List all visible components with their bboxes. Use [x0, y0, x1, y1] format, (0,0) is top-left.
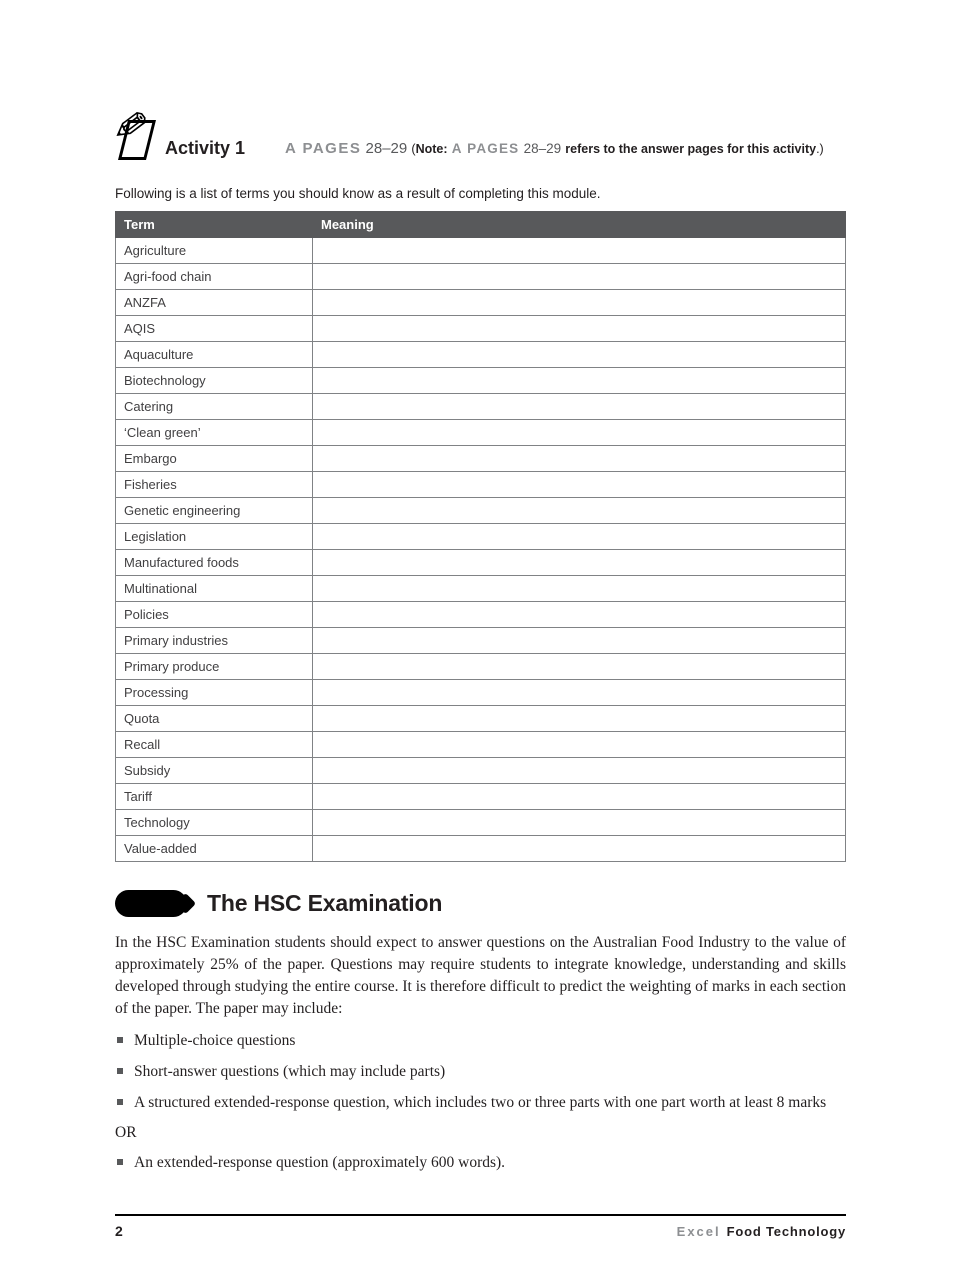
term-cell: Fisheries [116, 472, 313, 498]
brand-title: Food Technology [726, 1224, 846, 1239]
bullet-text: An extended-response question (approximately 600 words). [134, 1154, 506, 1171]
page-number: 2 [115, 1223, 123, 1239]
term-cell: Biotechnology [116, 368, 313, 394]
terms-table-head [116, 212, 846, 238]
intro-text: Following is a list of terms you should know as a result of completing this module. [115, 186, 601, 201]
term-cell: Value-added [116, 836, 313, 862]
section-blob-icon [115, 890, 187, 917]
section-header [115, 890, 846, 917]
meaning-column-header: Meaning [313, 212, 846, 238]
term-cell: Primary industries [116, 628, 313, 654]
meaning-cell [313, 758, 846, 784]
note-text: refers to the answer pages for this activity [565, 142, 817, 156]
table-row [116, 238, 846, 264]
meaning-cell [313, 836, 846, 862]
meaning-cell [313, 316, 846, 342]
bullet-item [115, 1152, 846, 1174]
term-cell: Recall [116, 732, 313, 758]
table-row [116, 368, 846, 394]
term-cell: Primary produce [116, 654, 313, 680]
table-row [116, 342, 846, 368]
term-cell: Processing [116, 680, 313, 706]
meaning-cell [313, 654, 846, 680]
meaning-cell [313, 446, 846, 472]
table-row [116, 472, 846, 498]
meaning-cell [313, 264, 846, 290]
term-cell: Quota [116, 706, 313, 732]
meaning-cell [313, 290, 846, 316]
note-pages-label: A PAGES [451, 141, 520, 156]
term-cell: Multinational [116, 576, 313, 602]
meaning-cell [313, 394, 846, 420]
bullet-list [115, 1030, 846, 1114]
table-row [116, 264, 846, 290]
table-row [116, 420, 846, 446]
answer-pages-label: A PAGES [285, 140, 362, 157]
table-row [116, 576, 846, 602]
term-cell: Aquaculture [116, 342, 313, 368]
meaning-cell [313, 524, 846, 550]
term-cell: ‘Clean green’ [116, 420, 313, 446]
term-cell: Legislation [116, 524, 313, 550]
bullet-text: Multiple-choice questions [134, 1032, 296, 1049]
term-cell: Genetic engineering [116, 498, 313, 524]
header-row [116, 212, 846, 238]
term-cell: Policies [116, 602, 313, 628]
bullet-square-icon [117, 1099, 123, 1105]
term-cell: ANZFA [116, 290, 313, 316]
page-footer [115, 1214, 846, 1239]
term-cell: Agri-food chain [116, 264, 313, 290]
bullet-item [115, 1030, 846, 1052]
term-cell: Manufactured foods [116, 550, 313, 576]
meaning-cell [313, 238, 846, 264]
note-pages-value: 28–29 [523, 141, 562, 156]
meaning-cell [313, 368, 846, 394]
term-cell: Catering [116, 394, 313, 420]
pencil-icon [109, 100, 165, 168]
term-cell: Technology [116, 810, 313, 836]
activity-title: Activity 1 [165, 138, 246, 158]
meaning-cell [313, 680, 846, 706]
bullet-item [115, 1061, 846, 1083]
bullet-item [115, 1092, 846, 1114]
meaning-cell [313, 628, 846, 654]
term-cell: Subsidy [116, 758, 313, 784]
bullet-square-icon [117, 1037, 123, 1043]
meaning-cell [313, 576, 846, 602]
meaning-cell [313, 550, 846, 576]
table-row [116, 602, 846, 628]
table-row [116, 498, 846, 524]
section-paragraph: In the HSC Examination students should expect to answer questions on the Australian Food Industry to the value of approximately 25% of the paper. Questions may require students to integrate knowledge, understanding and skills developed through studying the entire course. It is therefore difficult to predict the weighting of marks in each section of the paper. The paper may include: [115, 934, 846, 1017]
table-row [116, 654, 846, 680]
table-row [116, 316, 846, 342]
pages-note [285, 110, 846, 160]
note-open-paren: ( [411, 142, 416, 156]
meaning-cell [313, 732, 846, 758]
bullet-text: A structured extended-response question, which includes two or three parts with one part worth at least 8 marks [134, 1094, 827, 1111]
table-row [116, 394, 846, 420]
bullet-text: Short-answer questions (which may include parts) [134, 1063, 446, 1080]
meaning-cell [313, 810, 846, 836]
table-row [116, 758, 846, 784]
table-row [116, 628, 846, 654]
table-row [116, 810, 846, 836]
brand [677, 1224, 846, 1239]
term-cell: Embargo [116, 446, 313, 472]
terms-table-body [116, 238, 846, 862]
table-row [116, 550, 846, 576]
meaning-cell [313, 472, 846, 498]
table-row [116, 784, 846, 810]
note-close-paren: .) [816, 142, 824, 156]
table-row [116, 446, 846, 472]
note-label: Note: [415, 142, 448, 156]
bullet-list-after-or [115, 1152, 846, 1174]
table-row [116, 836, 846, 862]
table-row [116, 732, 846, 758]
meaning-cell [313, 342, 846, 368]
terms-table [115, 211, 846, 862]
answer-pages-value: 28–29 [365, 140, 408, 157]
term-cell: Tariff [116, 784, 313, 810]
section-title: The HSC Examination [207, 890, 443, 916]
term-cell: Agriculture [116, 238, 313, 264]
bullet-square-icon [117, 1159, 123, 1165]
meaning-cell [313, 602, 846, 628]
table-row [116, 706, 846, 732]
meaning-cell [313, 498, 846, 524]
or-label: OR [115, 1124, 137, 1141]
activity-header [109, 100, 846, 168]
term-cell: AQIS [116, 316, 313, 342]
page-content [109, 0, 846, 1183]
term-column-header: Term [116, 212, 313, 238]
table-row [116, 290, 846, 316]
meaning-cell [313, 420, 846, 446]
brand-excel: Excel [676, 1224, 721, 1239]
pencil-glyph-icon: ✎ [109, 100, 152, 153]
bullet-square-icon [117, 1068, 123, 1074]
meaning-cell [313, 784, 846, 810]
meaning-cell [313, 706, 846, 732]
table-row [116, 524, 846, 550]
table-row [116, 680, 846, 706]
